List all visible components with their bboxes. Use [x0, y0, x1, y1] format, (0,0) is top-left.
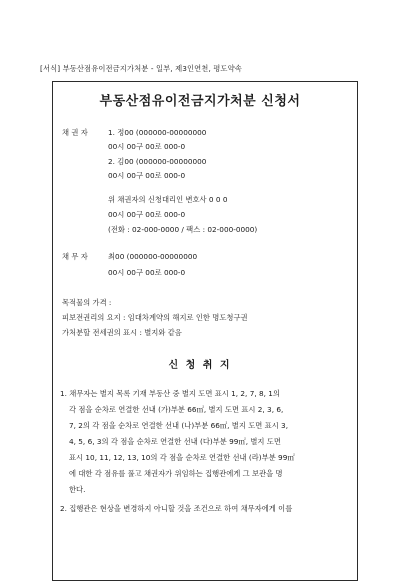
document-caption: [서식] 부동산점유이전금지가처분 - 일부, 제3인연천, 평도약속 [40, 64, 242, 73]
creditor-line: 2. 김00 (000000-00000000 [108, 157, 207, 166]
paragraph-line: 한다. [69, 485, 86, 494]
paragraph-line: 표시 10, 11, 12, 13, 10의 각 점을 순차로 연결한 선내 (라)부분 99㎡ [69, 453, 295, 462]
paragraph-line: 1. 채무자는 별지 목록 기재 부동산 중 별지 도면 표시 1, 2, 7, 8, 1의 [60, 389, 280, 398]
debtor-line: 최00 (000000-00000000 [108, 252, 198, 261]
preserved-right-summary: 피보전권리의 요지 : 임대차계약의 해지로 인한 명도청구권 [62, 313, 248, 322]
creditor-line: 1. 정00 (000000-00000000 [108, 128, 207, 137]
paragraph-line: 각 점을 순차로 연결한 선내 (가)부분 66㎡, 별지 도면 표시 2, 3, 6, [69, 405, 284, 414]
agent-line: (전화 : 02-000-0000 / 팩스 : 02-000-0000) [108, 225, 258, 234]
creditor-line: 00시 00구 00로 000-0 [108, 171, 186, 180]
creditor-label: 채 권 자 [62, 128, 88, 137]
paragraph-line: 에 대한 각 점유를 풀고 채권자가 위임하는 집행관에게 그 보관을 명 [69, 469, 283, 478]
debtor-line: 00시 00구 00로 000-0 [108, 268, 186, 277]
target-value: 목적물의 가격 : [62, 298, 112, 307]
paragraph-line: 4, 5, 6, 3의 각 점을 순차로 연결한 선내 (다)부분 99㎡, 별지 도면 [69, 437, 281, 446]
paragraph-line: 7, 2의 각 점을 순차로 연결한 선내 (나)부분 66㎡, 별지 도면 표시 3, [69, 421, 289, 430]
debtor-label: 채 무 자 [62, 252, 88, 261]
paragraph-line: 2. 집행관은 현상을 변경하지 아니할 것을 조건으로 하여 채무자에게 이를 [60, 504, 293, 513]
section-title: 신 청 취 지 [168, 360, 232, 371]
lease-right-description: 가처분할 전세권의 표시 : 별지와 같음 [62, 328, 182, 337]
agent-line: 00시 00구 00로 000-0 [108, 210, 186, 219]
agent-line: 위 채권자의 신청대리인 변호사 0 0 0 [108, 195, 228, 204]
creditor-line: 00시 00구 00로 000-0 [108, 142, 186, 151]
document-title: 부동산점유이전금지가처분 신청서 [99, 94, 301, 109]
